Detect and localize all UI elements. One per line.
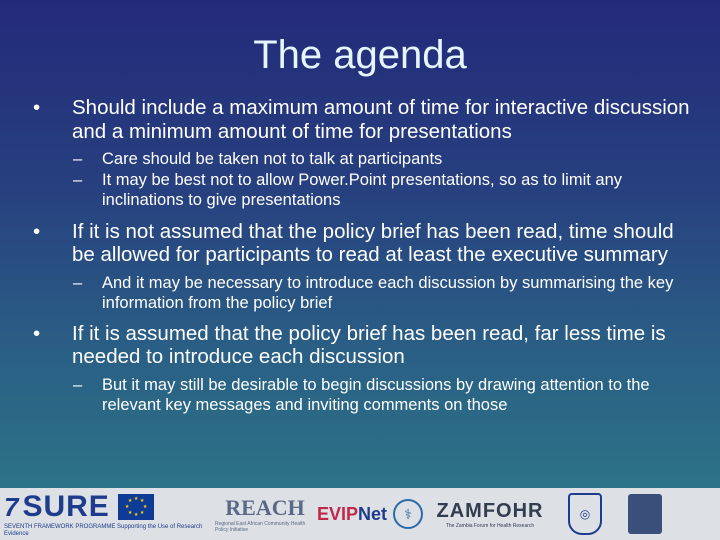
sub-bullet-2-1 bbox=[30, 273, 690, 314]
evipnet-logo-prefix: EVIP bbox=[316, 503, 358, 524]
evipnet-logo bbox=[315, 492, 425, 536]
bullet-2 bbox=[30, 220, 690, 267]
sure-logo-subtitle: Supporting the Use of Research Evidence bbox=[4, 524, 203, 537]
partner-badge-icon bbox=[628, 494, 662, 534]
sub-bullet-marker: – bbox=[73, 150, 83, 168]
zamfohr-logo-word: ZAMFOHR bbox=[436, 499, 544, 522]
sub-bullet-marker: – bbox=[73, 375, 83, 394]
sure-logo-word: SURE bbox=[22, 490, 110, 523]
sub-bullet-1-2 bbox=[30, 170, 690, 211]
cochrane-emblem-icon: ◎ bbox=[568, 493, 602, 535]
sub-bullet-3-1-text: But it may still be desirable to begin discussions by drawing attention to the relevant key messages and inviting comments on those bbox=[102, 375, 650, 414]
who-emblem-icon: ⚕ bbox=[393, 499, 423, 529]
partner-logo-badge bbox=[615, 492, 675, 536]
bullet-1-text: Should include a maximum amount of time for interactive discussion and a minimum amount of time for presentations bbox=[72, 96, 690, 143]
reach-logo-subtitle: Regional East African Community Health Policy Initiative bbox=[215, 521, 306, 533]
eu-flag-icon: ★ ★ ★ ★ ★ ★ ★ ★ bbox=[118, 494, 154, 520]
sure-logo bbox=[0, 492, 215, 536]
evipnet-logo-suffix: Net bbox=[358, 503, 388, 524]
reach-logo bbox=[215, 492, 315, 536]
sure-logo-program: SEVENTH FRAMEWORK PROGRAMME bbox=[4, 524, 116, 530]
zamfohr-logo bbox=[425, 492, 555, 536]
sub-bullet-marker: – bbox=[73, 170, 83, 189]
bullet-3 bbox=[30, 322, 690, 369]
bullet-marker: • bbox=[33, 219, 41, 243]
sub-bullet-1-1-text: Care should be taken not to talk at participants bbox=[102, 150, 443, 168]
bullet-1 bbox=[30, 96, 690, 143]
bullet-3-text: If it is assumed that the policy brief has been read, far less time is needed to introduce each discussion bbox=[72, 321, 666, 368]
partner-logo-strip bbox=[0, 488, 720, 540]
cochrane-logo bbox=[555, 492, 615, 536]
sure-logo-number: 7 bbox=[4, 491, 19, 522]
slide-content bbox=[30, 96, 690, 416]
sub-bullet-marker: – bbox=[73, 273, 83, 292]
bullet-marker: • bbox=[33, 96, 41, 119]
zamfohr-logo-subtitle: The Zambia Forum for Health Research bbox=[445, 522, 535, 529]
sub-bullet-2-1-text: And it may be necessary to introduce each discussion by summarising the key information from the policy brief bbox=[102, 273, 674, 312]
sub-bullet-3-1 bbox=[30, 375, 690, 416]
slide-title: The agenda bbox=[253, 33, 467, 77]
sub-bullet-1-2-text: It may be best not to allow Power.Point presentations, so as to limit any inclinations to give presentations bbox=[102, 170, 623, 209]
reach-logo-word: REACH bbox=[225, 495, 305, 520]
bullet-marker: • bbox=[33, 321, 41, 345]
sub-bullet-1-1 bbox=[30, 149, 690, 170]
bullet-2-text: If it is not assumed that the policy brief has been read, time should be allowed for participants to read at least the executive summary bbox=[72, 219, 674, 266]
